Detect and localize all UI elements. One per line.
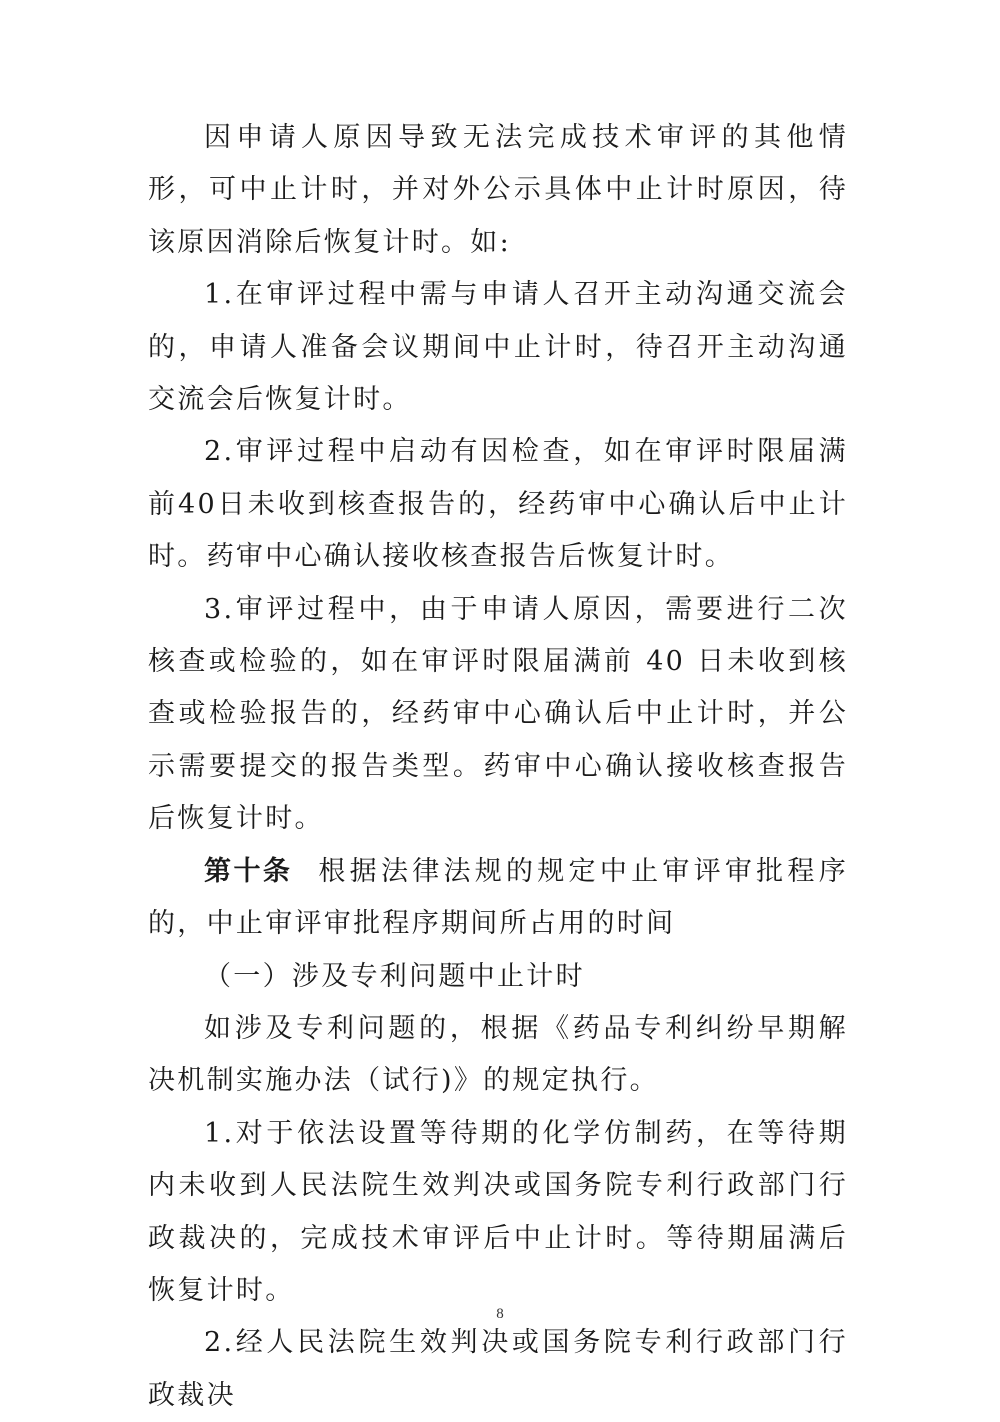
section-heading-patent [148, 951, 848, 1003]
paragraph-item-3-second-inspection [148, 584, 848, 846]
page-number: 8 [496, 1306, 504, 1322]
paragraph-text: 3.审评过程中，由于申请人原因，需要进行二次核查或检验的，如在审评时限届满前 40 日未收到核查或检验报告的，经药审中心确认后中止计时，并公示需要提交的报告类型。药审中心确认接收核查报告后恢复计时。 [148, 593, 848, 835]
article-heading: 第十条 [204, 855, 293, 887]
paragraph-item-1-communication-meeting [148, 269, 848, 426]
paragraph-text: 因申请人原因导致无法完成技术审评的其他情形，可中止计时，并对外公示具体中止计时原因，待该原因消除后恢复计时。如: [148, 122, 848, 258]
paragraph-text: 1.对于依法设置等待期的化学仿制药，在等待期内未收到人民法院生效判决或国务院专利行政部门行政裁决的，完成技术审评后中止计时。等待期届满后恢复计时。 [148, 1117, 848, 1306]
paragraph-patent-item-1 [148, 1108, 848, 1318]
paragraph-item-2-cause-inspection [148, 426, 848, 583]
paragraph-text: 2.审评过程中启动有因检查，如在审评时限届满前40日未收到核查报告的，经药审中心确认后中止计时。药审中心确认接收核查报告后恢复计时。 [148, 436, 848, 573]
paragraph-text: 2.经人民法院生效判决或国务院专利行政部门行政裁决 [148, 1327, 848, 1411]
paragraph-text: 1.在审评过程中需与申请人召开主动沟通交流会的，申请人准备会议期间中止计时，待召开主动沟通交流会后恢复计时。 [148, 279, 848, 416]
section-heading-text: （一）涉及专利问题中止计时 [204, 960, 585, 992]
article-10 [148, 846, 848, 951]
paragraph-other-circumstances [148, 112, 848, 269]
paragraph-patent-rules [148, 1003, 848, 1108]
paragraph-text: 如涉及专利问题的，根据《药品专利纠纷早期解决机制实施办法（试行)》的规定执行。 [148, 1012, 848, 1097]
document-body [148, 112, 848, 1422]
paragraph-text: 根据法律法规的规定中止审评审批程序的，中止审评审批程序期间所占用的时间 [148, 855, 848, 940]
paragraph-patent-item-2 [148, 1317, 848, 1422]
